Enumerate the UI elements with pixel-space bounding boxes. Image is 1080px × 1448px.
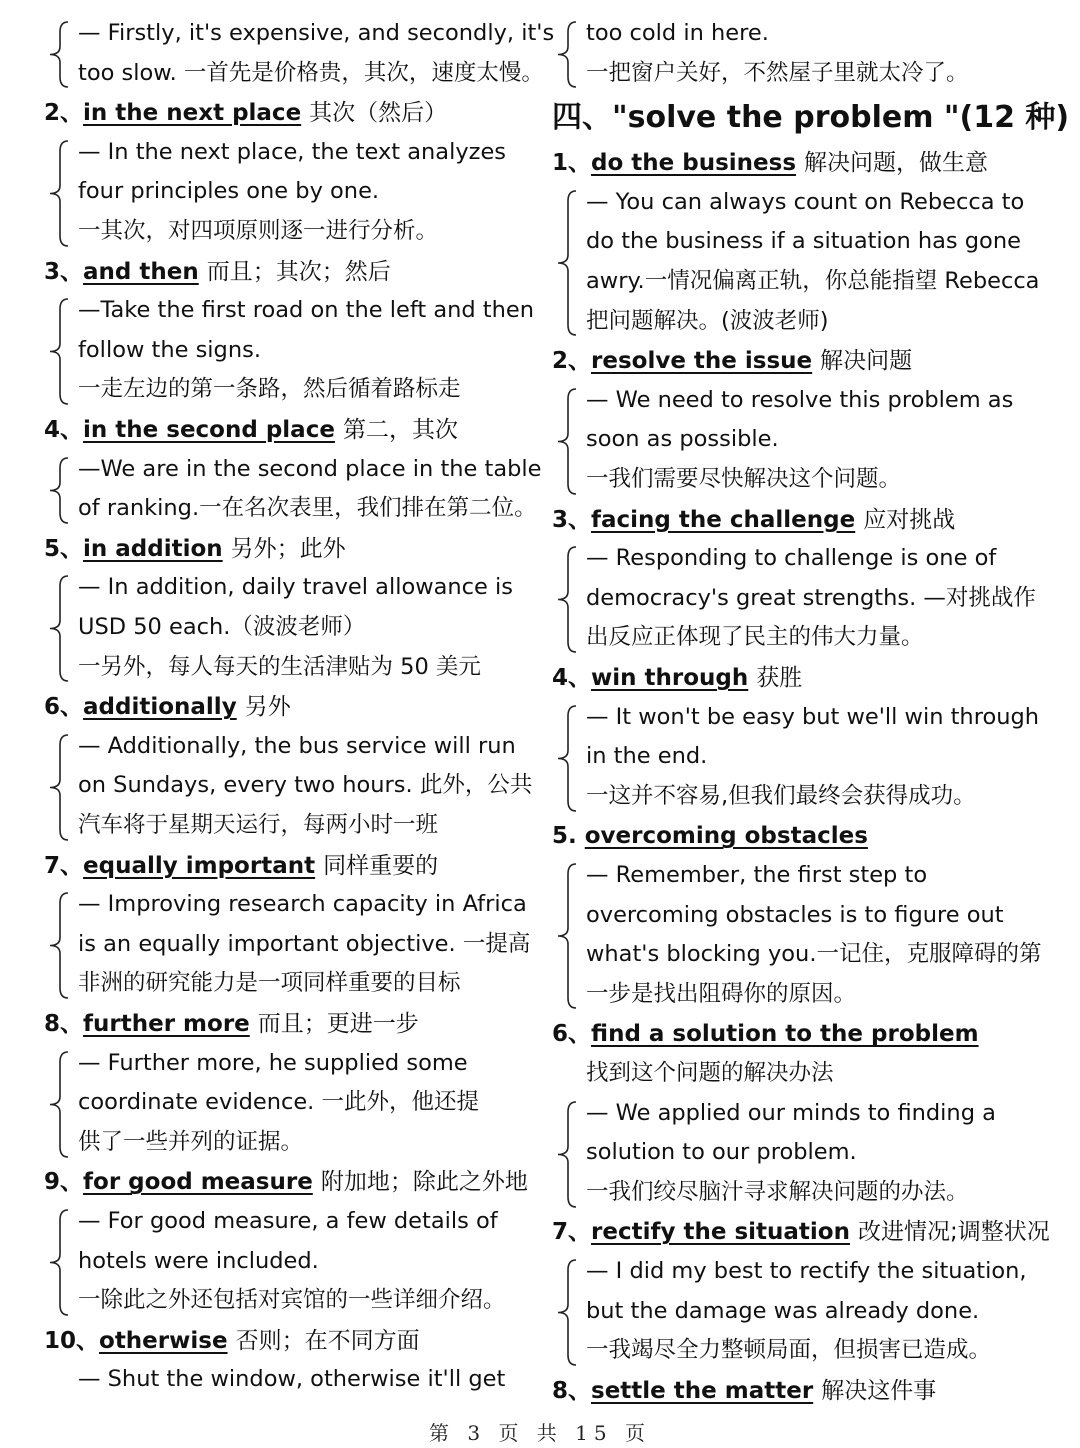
example-block xyxy=(552,856,1072,1014)
curly-brace-icon xyxy=(552,1258,582,1367)
curly-brace-icon xyxy=(552,704,582,813)
example-block xyxy=(552,1252,1072,1371)
brace xyxy=(552,387,582,496)
entry-term: further more xyxy=(83,1011,250,1037)
example-block xyxy=(552,698,1072,817)
example-block xyxy=(44,1202,544,1321)
example-block xyxy=(44,727,544,846)
example-line: is an equally important objective. 一提高 xyxy=(78,930,531,957)
example-line: of ranking.一在名次表里，我们排在第二位。 xyxy=(78,495,537,522)
entry-number: 8、 xyxy=(44,1011,84,1037)
brace xyxy=(552,1258,582,1367)
entry-number: 7、 xyxy=(44,852,84,879)
entry-number: 6、 xyxy=(552,1021,592,1048)
example-line: — We need to resolve this problem as xyxy=(586,386,1014,413)
entry-translation: 而且；更进一步 xyxy=(257,1011,419,1037)
example-line: awry.一情况偏离正轨，你总能指望 Rebecca xyxy=(586,267,1040,294)
brace xyxy=(44,1208,74,1317)
entry-translation: 解决这件事 xyxy=(821,1377,937,1404)
brace xyxy=(552,189,582,337)
entry-term: facing the challenge xyxy=(591,506,856,533)
entry-number: 9、 xyxy=(44,1169,84,1196)
example-line: what's blocking you.一记住，克服障碍的第 xyxy=(586,941,1042,968)
curly-brace-icon xyxy=(552,387,582,496)
entry-number: 4、 xyxy=(552,665,592,691)
curly-brace-icon xyxy=(44,733,74,842)
example-line: — It won't be easy but we'll win through xyxy=(586,703,1040,730)
example-block xyxy=(44,885,544,1004)
example-line: solution to our problem. xyxy=(586,1139,857,1166)
entry-number: 7、 xyxy=(552,1219,592,1246)
curly-brace-icon xyxy=(44,1208,74,1317)
example-line: soon as possible. xyxy=(586,426,779,453)
example-line: — Additionally, the bus service will run xyxy=(78,732,516,759)
example-block xyxy=(44,1044,544,1163)
entry-translation: 另外；此外 xyxy=(230,535,346,562)
entry-heading xyxy=(44,1321,420,1361)
entry-heading xyxy=(44,846,438,886)
example-line: do the business if a situation has gone xyxy=(586,228,1021,255)
example-line: — Responding to challenge is one of xyxy=(586,545,997,572)
example-line: 供了一些并列的证据。 xyxy=(78,1128,304,1155)
entry-heading xyxy=(44,410,458,450)
curly-brace-icon xyxy=(44,574,74,683)
entry-heading xyxy=(44,1162,528,1202)
entry-number: 2、 xyxy=(44,100,84,127)
example-block xyxy=(552,183,1072,341)
brace xyxy=(44,891,74,1000)
example-line: 一其次，对四项原则逐一进行分析。 xyxy=(78,217,439,244)
entry-term: additionally xyxy=(83,694,237,721)
example-line: 一我竭尽全力整顿局面，但损害已造成。 xyxy=(586,1337,992,1364)
brace xyxy=(552,704,582,813)
curly-brace-icon xyxy=(552,189,582,337)
entry-term: overcoming obstacles xyxy=(584,823,868,850)
brace xyxy=(44,456,74,525)
entry-term: otherwise xyxy=(99,1327,228,1354)
example-line: 把问题解决。(波波老师) xyxy=(586,307,829,334)
entry-term: in the second place xyxy=(83,417,335,443)
entry-heading xyxy=(552,341,912,381)
entry-number: 5. xyxy=(552,823,585,850)
entry-translation: 第二，其次 xyxy=(342,417,458,443)
entry-number: 4、 xyxy=(44,417,84,443)
entry-number: 10、 xyxy=(44,1327,100,1354)
example-line: — I did my best to rectify the situation, xyxy=(586,1258,1027,1284)
example-line: 非洲的研究能力是一项同样重要的目标 xyxy=(78,970,461,997)
entry-number: 8、 xyxy=(552,1377,592,1404)
entry-translation: 解决问题 xyxy=(820,348,913,375)
entry-heading xyxy=(552,143,988,183)
curly-brace-icon xyxy=(552,862,582,1010)
example-line: — In the next place, the text analyzes xyxy=(78,138,507,165)
example-line: 出反应正体现了民主的伟大力量。 xyxy=(586,624,924,651)
example-line: — Shut the window, otherwise it'll get xyxy=(78,1366,506,1393)
entry-term: in the next place xyxy=(83,100,302,127)
brace xyxy=(44,297,74,406)
curly-brace-icon xyxy=(552,1100,582,1209)
entry-number: 3、 xyxy=(552,506,592,533)
entry-heading xyxy=(44,252,391,292)
curly-brace-icon xyxy=(44,456,74,525)
entry-heading xyxy=(552,1014,979,1054)
example-line: — Improving research capacity in Africa xyxy=(78,891,527,918)
entry-heading xyxy=(44,93,447,133)
example-line: four principles one by one. xyxy=(78,178,380,205)
example-block xyxy=(552,381,1072,500)
entry-term: settle the matter xyxy=(591,1377,814,1404)
example-line: on Sundays, every two hours. 此外，公共 xyxy=(78,772,533,799)
example-line: — We applied our minds to finding a xyxy=(586,1099,996,1126)
entry-translation: 另外 xyxy=(244,694,291,721)
example-line: hotels were included. xyxy=(78,1247,319,1274)
example-block xyxy=(552,1094,1072,1213)
example-line: democracy's great strengths. —对挑战作 xyxy=(586,584,1036,611)
example-line: —Take the first road on the left and then xyxy=(78,297,534,324)
entry-term: and then xyxy=(83,258,199,285)
curly-brace-icon xyxy=(44,139,74,248)
entry-heading xyxy=(44,1004,419,1044)
entry-translation: 应对挑战 xyxy=(863,506,956,533)
brace xyxy=(552,20,582,89)
entry-translation: 改进情况;调整状况 xyxy=(857,1219,1050,1246)
entry-term: find a solution to the problem xyxy=(591,1021,979,1048)
brace xyxy=(552,1100,582,1209)
entry-heading xyxy=(552,658,802,698)
example-line: 汽车将于星期天运行，每两小时一班 xyxy=(78,811,439,838)
entry-number: 5、 xyxy=(44,535,84,562)
entry-term: in addition xyxy=(83,535,223,562)
example-line: — For good measure, a few details of xyxy=(78,1208,498,1234)
example-line: — In addition, daily travel allowance is xyxy=(78,574,514,601)
brace xyxy=(44,139,74,248)
example-line: overcoming obstacles is to figure out xyxy=(586,901,1004,928)
example-line: — Remember, the first step to xyxy=(586,862,928,888)
example-block xyxy=(552,539,1072,658)
brace xyxy=(44,20,74,89)
example-line: in the end. xyxy=(586,743,708,770)
entry-translation: 获胜 xyxy=(756,665,803,691)
section-title: 四、"solve the problem "(12 种) xyxy=(552,100,1070,136)
curly-brace-icon xyxy=(44,1050,74,1159)
example-line: but the damage was already done. xyxy=(586,1297,980,1324)
example-line: coordinate evidence. 一此外，他还提 xyxy=(78,1089,479,1116)
entry-heading xyxy=(552,1371,936,1411)
example-line: 一走左边的第一条路，然后循着路标走 xyxy=(78,376,461,403)
example-line: — You can always count on Rebecca to xyxy=(586,188,1025,215)
entry-number: 6、 xyxy=(44,694,84,721)
brace xyxy=(552,862,582,1010)
entry-translation: 而且；其次；然后 xyxy=(206,258,391,285)
brace xyxy=(44,733,74,842)
example-line: follow the signs. xyxy=(78,336,261,363)
example-line: 一除此之外还包括对宾馆的一些详细介绍。 xyxy=(78,1287,506,1314)
entry-number: 3、 xyxy=(44,258,84,285)
brace xyxy=(44,574,74,683)
example-line: 一步是找出阻碍你的原因。 xyxy=(586,980,857,1007)
example-line: 一我们需要尽快解决这个问题。 xyxy=(586,465,902,492)
example-line: too slow. 一首先是价格贵，其次，速度太慢。 xyxy=(78,59,544,86)
example-line: 一另外，每人每天的生活津贴为 50 美元 xyxy=(78,653,481,680)
brace xyxy=(552,545,582,654)
example-line: 一我们绞尽脑汁寻求解决问题的办法。 xyxy=(586,1178,969,1205)
curly-brace-icon xyxy=(44,891,74,1000)
entry-term: for good measure xyxy=(83,1169,313,1196)
example-block xyxy=(552,14,1072,93)
entry-heading xyxy=(552,1212,1050,1252)
entry-number: 2、 xyxy=(552,348,592,375)
entry-heading xyxy=(44,687,291,727)
example-block xyxy=(44,291,544,410)
entry-heading xyxy=(552,500,955,540)
entry-term: rectify the situation xyxy=(591,1219,850,1246)
entry-term: do the business xyxy=(591,150,797,177)
example-line: USD 50 each.（波波老师） xyxy=(78,613,366,640)
example-line: too cold in here. xyxy=(586,20,769,46)
example-line: 找到这个问题的解决办法 xyxy=(586,1060,834,1086)
curly-brace-icon xyxy=(552,20,582,89)
example-line: —We are in the second place in the table xyxy=(78,455,542,482)
example-line: — Further more, he supplied some xyxy=(78,1049,468,1076)
entry-heading xyxy=(44,529,346,569)
entry-number: 1、 xyxy=(552,150,592,177)
entry-translation: 同样重要的 xyxy=(323,852,439,879)
example-block xyxy=(44,568,544,687)
example-block xyxy=(44,133,544,252)
example-line: 一这并不容易,但我们最终会获得成功。 xyxy=(586,782,976,809)
entry-translation: 附加地；除此之外地 xyxy=(320,1169,528,1196)
entry-heading xyxy=(552,816,868,856)
entry-translation: 其次（然后） xyxy=(309,100,448,127)
example-block xyxy=(44,450,544,529)
brace xyxy=(44,1050,74,1159)
curly-brace-icon xyxy=(552,545,582,654)
entry-term: win through xyxy=(591,665,749,691)
example-line: 一把窗户关好，不然屋子里就太冷了。 xyxy=(586,59,969,86)
entry-translation: 否则；在不同方面 xyxy=(235,1327,420,1354)
example-line: — Firstly, it's expensive, and secondly, it's xyxy=(78,20,555,46)
curly-brace-icon xyxy=(44,20,74,89)
entry-term: equally important xyxy=(83,852,316,879)
curly-brace-icon xyxy=(44,297,74,406)
example-block xyxy=(44,14,555,93)
entry-term: resolve the issue xyxy=(591,348,813,375)
entry-translation: 解决问题，做生意 xyxy=(804,150,989,177)
page-footer: 第 3 页 共 15 页 xyxy=(429,1421,651,1445)
